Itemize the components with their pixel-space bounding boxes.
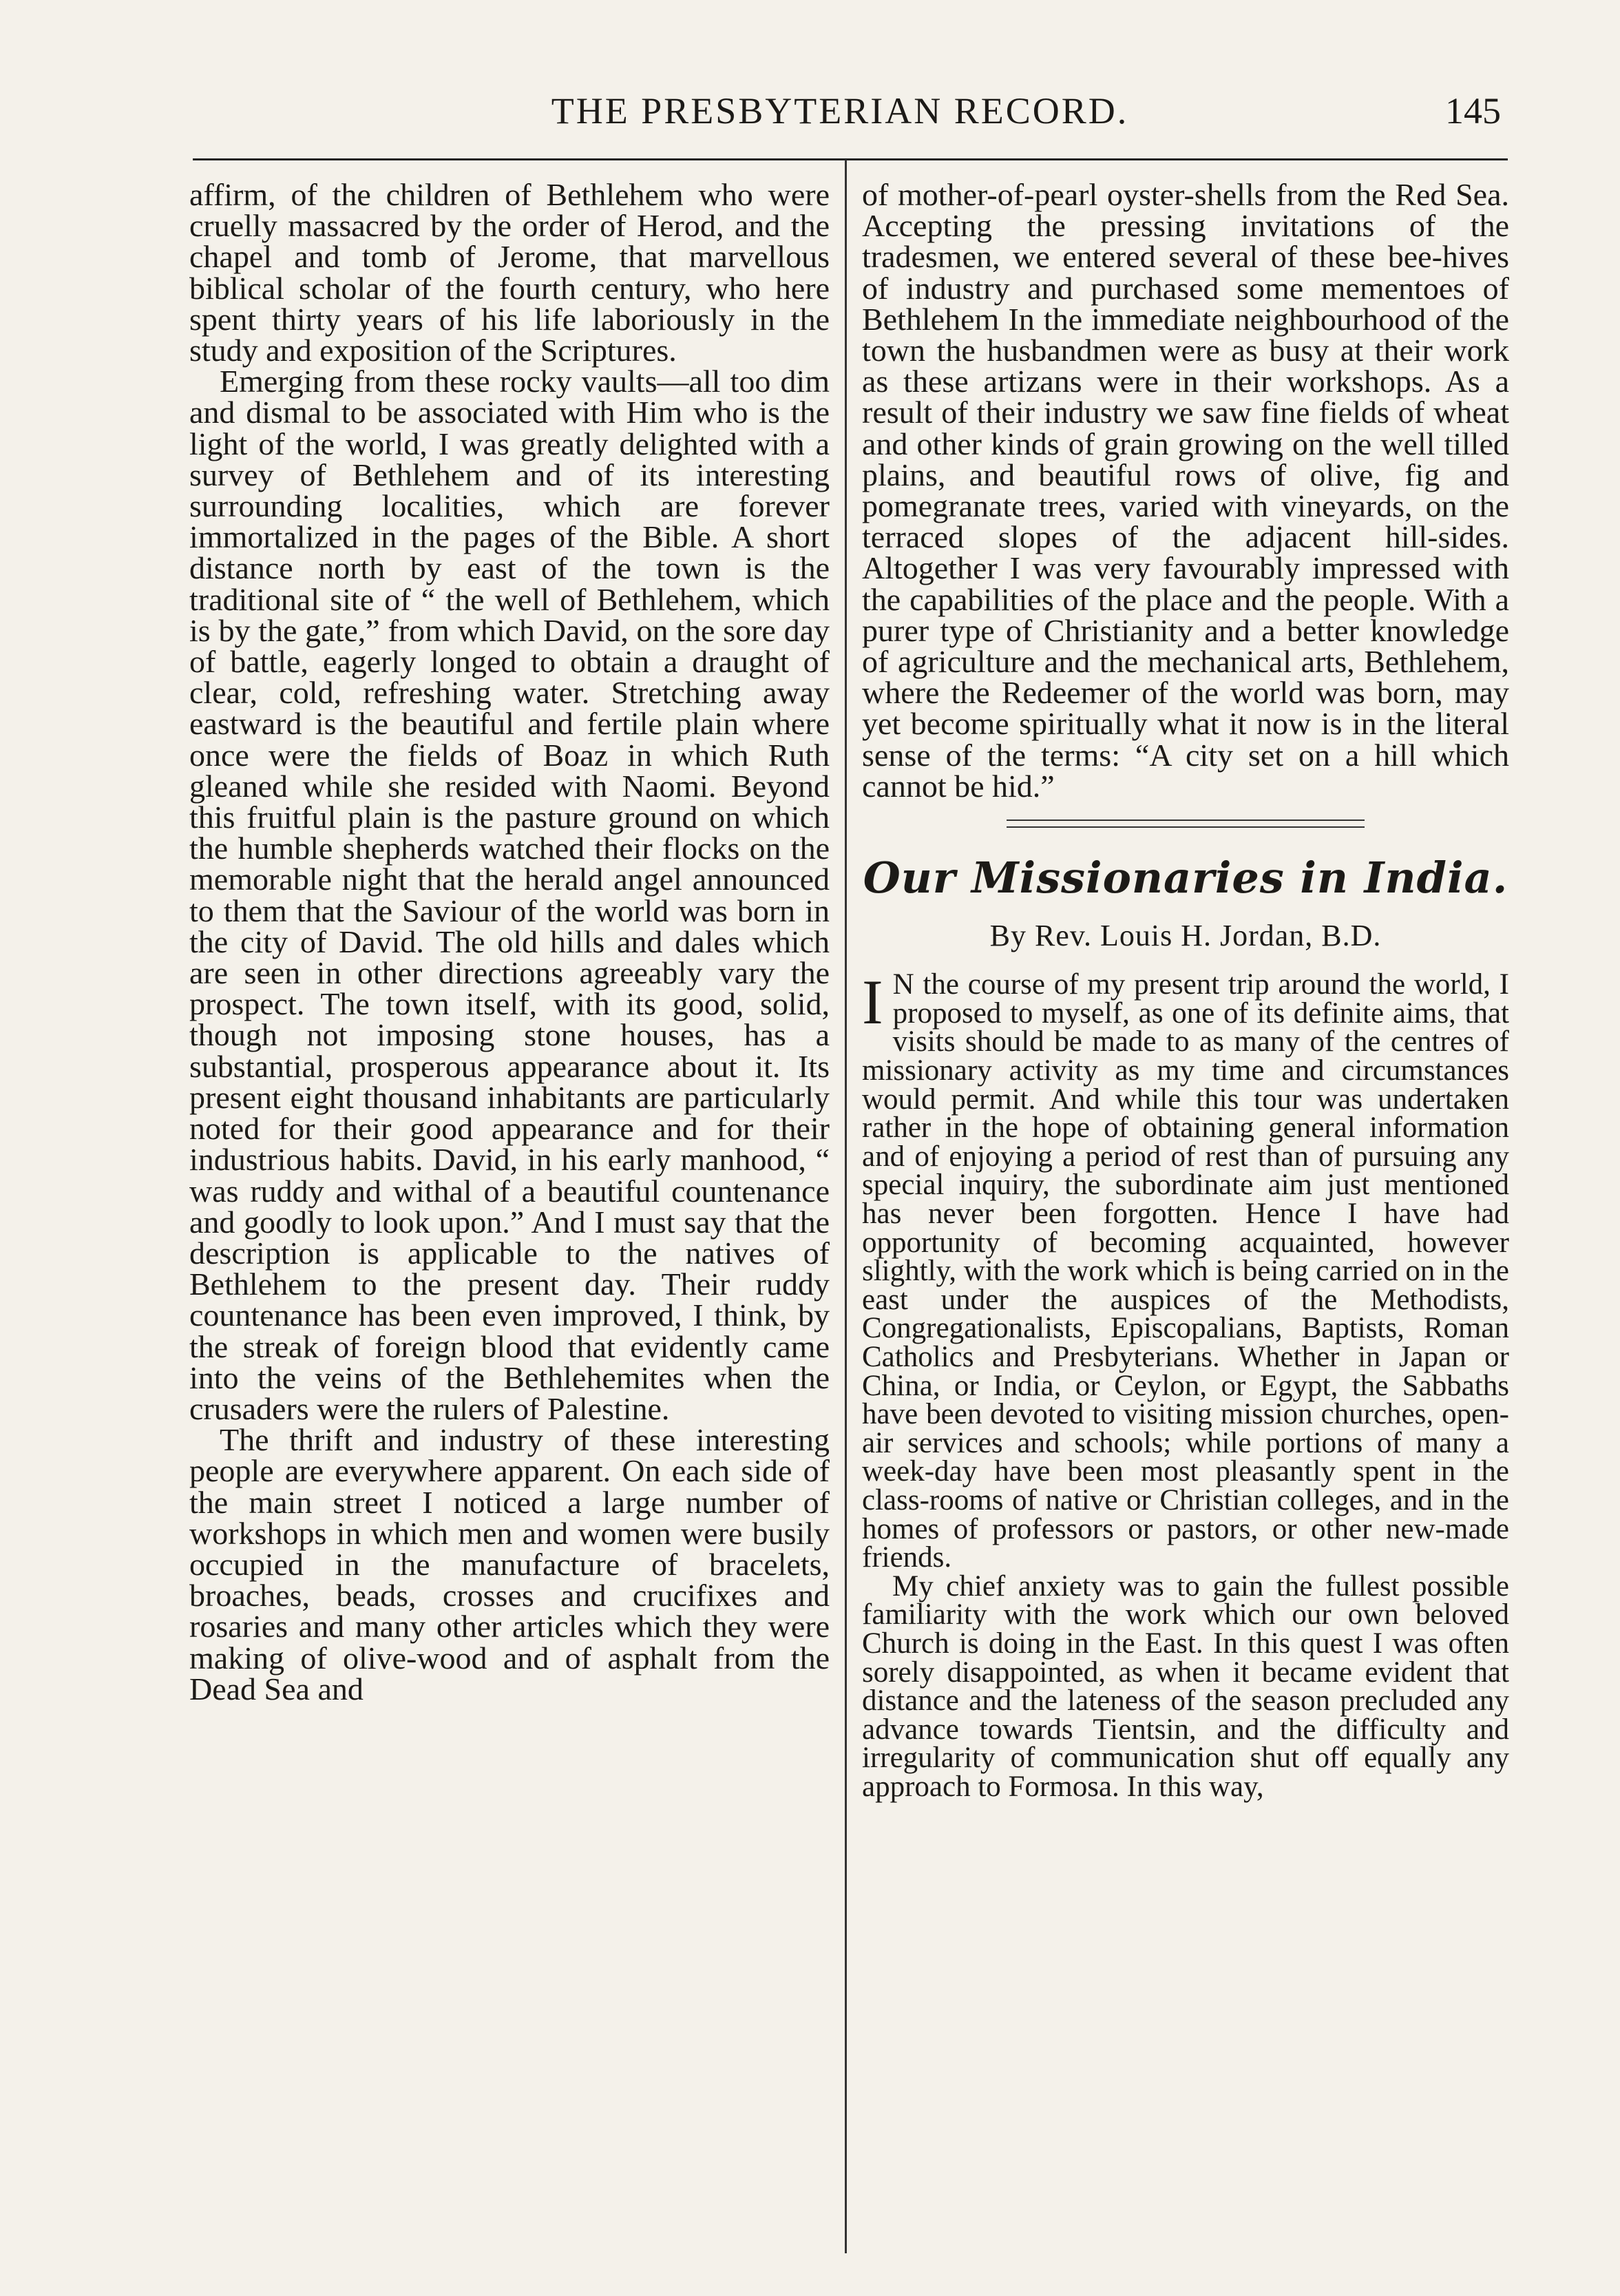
page-header bbox=[193, 90, 1501, 145]
section-divider bbox=[1007, 820, 1365, 828]
right-paragraph-1: of mother-of-pearl oyster-shells from the Red Sea. Accepting the pressing invitations of the tradesmen, we entered several of these bee-hives of industry and purchased some mementoes of Bethlehem In the immediate neighbourhood of the town the husbandmen were as busy at their work as these artizans were in their workshops. As a result of their industry we saw fine fields of wheat and other kinds of grain growing on the well tilled plains, and beautiful rows of olive, fig and pomegranate trees, varied with vineyards, on the terraced slopes of the adjacent hill-sides. Altogether I was very favourably impressed with the capabilities of the place and the people. With a purer type of Christianity and a better knowledge of agriculture and the mechanical arts, Bethlehem, where the Redeemer of the world was born, may yet become spiritually what it now is in the literal sense of the terms: “A city set on a hill which cannot be hid.” bbox=[862, 177, 1509, 804]
right-column bbox=[862, 179, 1509, 2255]
left-paragraph-2: Emerging from these rocky vaults—all too dim and dismal to be associated with Him who is the light of the world, I was greatly delighted with a survey of Bethlehem and of its interesting surrounding localities, which are forever immortalized in the pages of the Bible. A short distance north by east of the town is the traditional site of “ the well of Bethlehem, which is by the gate,” from which David, on the sore day of battle, eagerly longed to obtain a draught of clear, cold, refreshing water. Stretching away eastward is the beautiful and fertile plain where once were the fields of Boaz in which Ruth gleaned while she resided with Naomi. Beyond this fruitful plain is the pasture ground on which the humble shepherds watched their flocks on the memorable night that the herald angel announced to them that the Saviour of the world was born in the city of David. The old hills and dales which are seen in other directions agreeably vary the prospect. The town itself, with its good, solid, though not imposing stone houses, has a substantial, prosperous appearance about it. Its present eight thousand inhabitants are particularly noted for their good appearance and for their industrious habits. David, in his early manhood, “ was ruddy and withal of a beautiful countenance and goodly to look upon.” And I must say that the description is applicable to the natives of Bethlehem to the present day. Their ruddy countenance has been even improved, I think, by the streak of foreign blood that evidently came into the veins of the Bethlehemites when the crusaders were the rulers of Palestine. bbox=[189, 364, 830, 1426]
column-divider bbox=[845, 160, 847, 2253]
left-paragraph-1: affirm, of the children of Bethlehem who were cruelly massacred by the order of Herod, and the chapel and tomb of Jerome, that marvellous biblical scholar of the fourth century, who here spent thirty years of his life laboriously in the study and exposition of the Scriptures. bbox=[189, 177, 830, 368]
left-paragraph-3: The thrift and industry of these interesting people are everywhere apparent. On each side of the main street I noticed a large number of workshops in which men and women were busily occupied in the manufacture of bracelets, broaches, beads, crosses and crucifixes and rosaries and many other articles which they were making of olive-wood and of asphalt from the Dead Sea and bbox=[189, 1422, 830, 1707]
article-paragraph-1: N the course of my present trip around the world, I proposed to myself, as one of its definite aims, that visits should be made to as many of the centres of missionary activity as my time and circumstances would permit. And while this tour was undertaken rather in the hope of obtaining general information and of enjoying a period of rest than of pursuing any special inquiry, the subordinate aim just mentioned has never been forgotten. Hence I have had opportunity of becoming acquainted, however slightly, with the work which is being carried on in the east under the auspices of the Methodists, Congregationalists, Episcopalians, Baptists, Roman Catholics and Presbyterians. Whether in Japan or China, or India, or Ceylon, or Egypt, the Sabbaths have been devoted to visiting mission churches, open-air services and schools; while portions of many a week-day have been most pleasantly spent in the class-rooms of native or Christian colleges, and in the homes of professors or pastors, or other new-made friends. bbox=[862, 968, 1509, 1574]
section-title: Our Missionaries in India. bbox=[863, 853, 1508, 904]
publication-title: THE PRESBYTERIAN RECORD. bbox=[551, 90, 1129, 132]
page-number: 145 bbox=[1445, 90, 1501, 132]
article-paragraph-2: My chief anxiety was to gain the fullest possible familiarity with the work which our own beloved Church is doing in the East. In this quest I was often sorely disappointed, as when it became evident that distance and the lateness of the season precluded any advance towards Tientsin, and the difficulty and irregularity of communication shut off equally any approach to Formosa. In this way, bbox=[862, 1569, 1509, 1803]
header-rule bbox=[193, 158, 1508, 160]
drop-cap: I bbox=[862, 967, 883, 1038]
author-byline: By Rev. Louis H. Jordan, B.D. bbox=[989, 919, 1382, 953]
article-body bbox=[862, 967, 1509, 1803]
left-column bbox=[189, 179, 830, 2255]
